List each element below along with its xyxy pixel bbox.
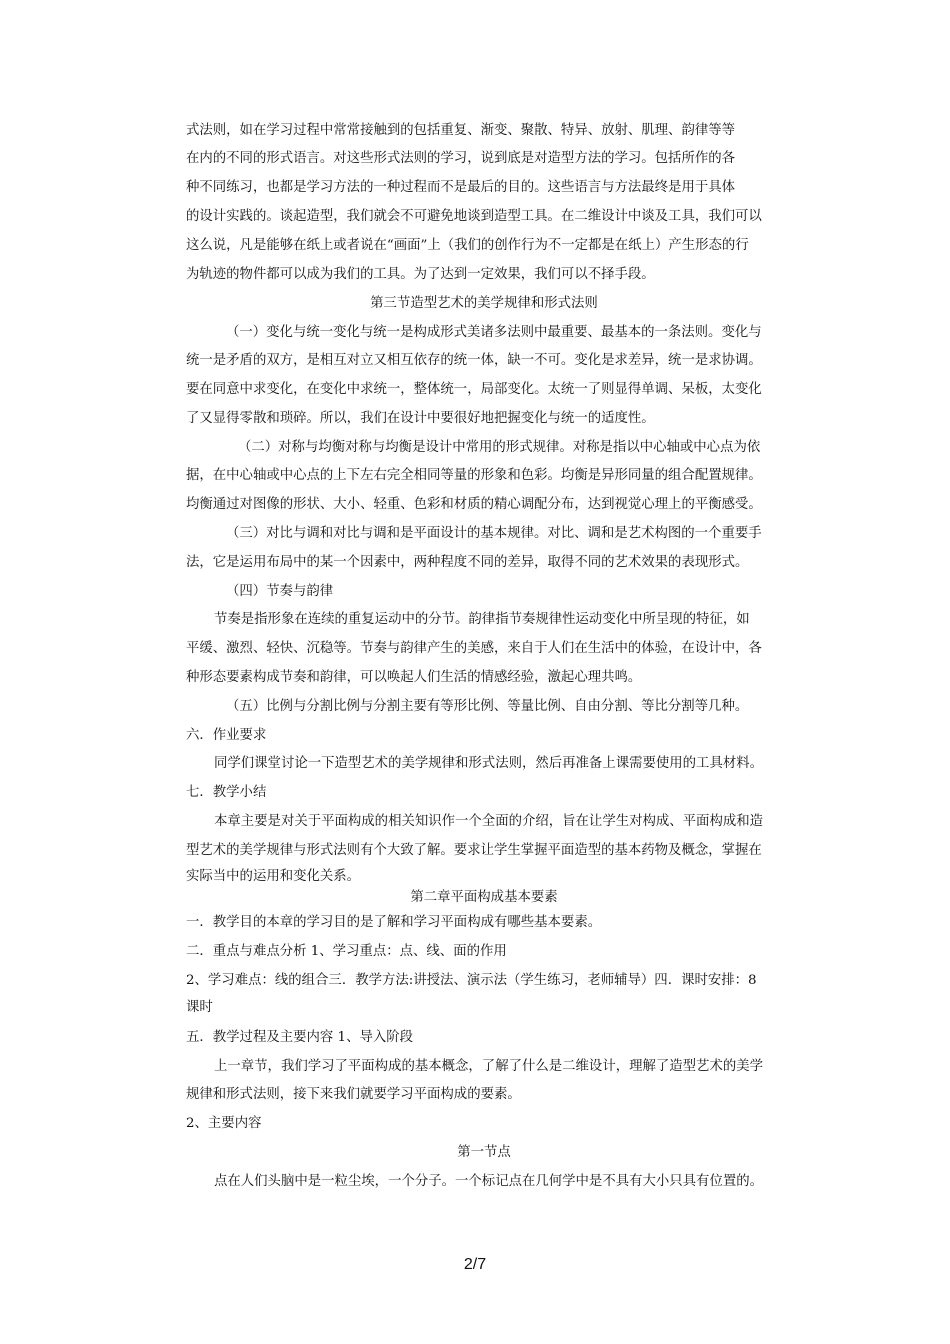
body-text-line: 在内的不同的形式语言。对这些形式法则的学习，说到底是对造型方法的学习。包括所作的各: [186, 151, 736, 166]
body-text-line: （一）变化与统一变化与统一是构成形式美诸多法则中最重要、最基本的一条法则。变化与: [226, 325, 762, 340]
body-text-line: 据，在中心轴或中心点的上下左右完全相同等量的形象和色彩。均衡是异形同量的组合配置规律。: [186, 468, 762, 483]
body-text-line: 为轨迹的物件都可以成为我们的工具。为了达到一定效果，我们可以不择手段。: [186, 267, 655, 282]
body-text-line: 实际当中的运用和变化关系。: [186, 869, 361, 884]
body-text-line: 同学们课堂讨论一下造型艺术的美学规律和形式法则，然后再准备上课需要使用的工具材料。: [214, 756, 764, 771]
body-text-line: （二）对称与均衡对称与均衡是设计中常用的形式规律。对称是指以中心轴或中心点为依: [238, 440, 761, 455]
body-text-line: 点在人们头脑中是一粒尘埃，一个分子。一个标记点在几何学中是不具有大小只具有位置的。: [214, 1174, 764, 1189]
body-text-line: 型艺术的美学规律与形式法则有个大致了解。要求让学生掌握平面造型的基本药物及概念，掌握在: [186, 843, 762, 858]
subheading: （四）节奏与韵律: [226, 584, 334, 599]
body-text-line: 种形态要素构成节奏和韵律，可以唤起人们生活的情感经验，激起心理共鸣。: [186, 670, 642, 685]
body-text-line: （五）比例与分割比例与分割主要有等形比例、等量比例、自由分割、等比分割等几种。: [226, 699, 749, 714]
body-text-line: （三）对比与调和对比与调和是平面设计的基本规律。对比、调和是艺术构图的一个重要手: [226, 526, 762, 541]
body-text-line: 上一章节，我们学习了平面构成的基本概念，了解了什么是二维设计，理解了造型艺术的美学: [214, 1059, 764, 1074]
body-text-line: 本章主要是对关于平面构成的相关知识作一个全面的介绍，旨在让学生对构成、平面构成和造: [214, 814, 764, 829]
body-text-line: 了又显得零散和琐碎。所以，我们在设计中要很好地把握变化与统一的适度性。: [186, 411, 655, 426]
body-text-line: 这么说，凡是能够在纸上或者说在“画面”上（我们的创作行为不一定都是在纸上）产生形态的行: [186, 238, 749, 253]
body-text-line: 要在同意中求变化，在变化中求统一，整体统一，局部变化。太统一了则显得单调、呆板，太变化: [186, 382, 762, 397]
body-text-line: 法，它是运用布局中的某一个因素中，两种程度不同的差异，取得不同的艺术效果的表现形式。: [186, 555, 749, 570]
subheading: 2、主要内容: [186, 1116, 262, 1131]
body-text-line: 一．教学目的本章的学习目的是了解和学习平面构成有哪些基本要素。: [186, 915, 602, 930]
body-text-line: 五．教学过程及主要内容 1、导入阶段: [186, 1030, 414, 1045]
body-text-line: 二．重点与难点分析 1、学习重点：点、线、面的作用: [186, 944, 507, 959]
body-text-line: 2、学习难点：线的组合三．教学方法:讲授法、演示法（学生练习，老师辅导）四．课时安排：8: [186, 973, 757, 988]
subheading: 六．作业要求: [186, 728, 267, 743]
body-text-line: 平缓、激烈、轻快、沉稳等。节奏与韵律产生的美感，来自于人们在生活中的体验，在设计中，各: [186, 641, 762, 656]
body-text-line: 规律和形式法则，接下来我们就要学习平面构成的要素。: [186, 1087, 521, 1102]
body-text-line: 种不同练习，也都是学习方法的一种过程而不是最后的目的。这些语言与方法最终是用于具体: [186, 180, 736, 195]
section-heading: 第一节点: [457, 1145, 511, 1160]
body-text-line: 均衡通过对图像的形状、大小、轻重、色彩和材质的精心调配分布，达到视觉心理上的平衡感受。: [186, 497, 762, 512]
body-text-line: 的设计实践的。谈起造型，我们就会不可避免地谈到造型工具。在二维设计中谈及工具，我们可以: [186, 209, 762, 224]
chapter-heading: 第二章平面构成基本要素: [410, 890, 558, 905]
subheading: 七．教学小结: [186, 785, 267, 800]
section-heading: 第三节造型艺术的美学规律和形式法则: [370, 296, 598, 311]
body-text-line: 节奏是指形象在连续的重复运动中的分节。韵律指节奏规律性运动变化中所呈现的特征，如: [214, 612, 750, 627]
body-text-line: 统一是矛盾的双方，是相互对立又相互依存的统一体，缺一不可。变化是求差异，统一是求协调。: [186, 353, 762, 368]
page-number: 2/7: [463, 1256, 487, 1273]
body-text-line: 课时: [186, 1000, 213, 1015]
body-text-line: 式法则，如在学习过程中常常接触到的包括重复、渐变、聚散、特异、放射、肌理、韵律等等: [186, 123, 736, 138]
